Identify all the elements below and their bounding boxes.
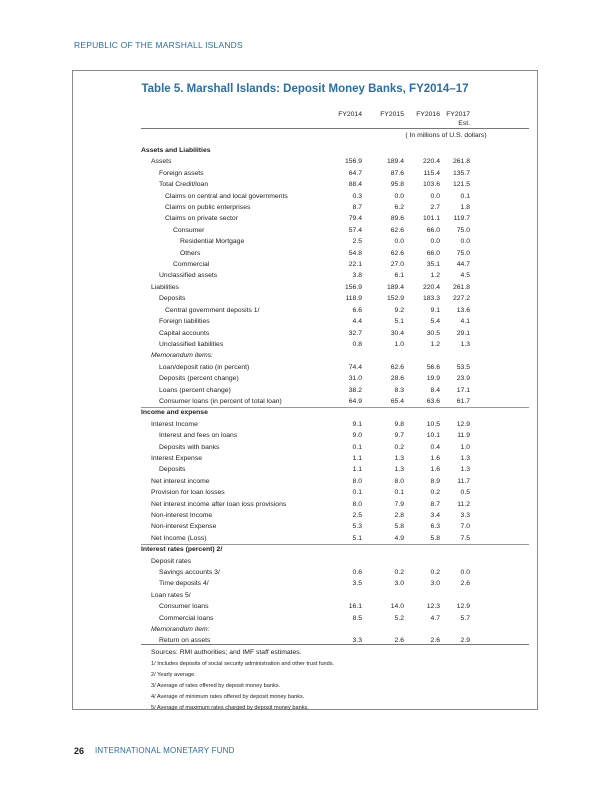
cell-fy2014: 64.7: [348, 169, 362, 177]
cell-fy2017: 1.3: [460, 340, 470, 348]
row-label: Deposits: [159, 295, 186, 303]
table-row: [73, 476, 537, 487]
table-row: [73, 601, 537, 612]
cell-fy2015: 30.4: [390, 329, 404, 337]
table-note: 1/ Includes deposits of social security administration and other trust funds.: [151, 661, 335, 667]
cell-fy2017: 11.7: [457, 477, 470, 485]
cell-fy2017: 227.2: [452, 295, 470, 303]
cell-fy2015: 2.6: [394, 637, 404, 645]
table-sources: Sources: RMI authorities; and IMF staff estimates.: [151, 649, 302, 656]
cell-fy2017: 261.8: [452, 283, 470, 291]
page-number: 26: [74, 746, 85, 756]
table-row: [73, 453, 537, 464]
cell-fy2016: 6.3: [430, 523, 440, 531]
table-row: [73, 487, 537, 498]
table-body: [73, 145, 537, 647]
table-row: [73, 236, 537, 247]
table-note: 5/ Average of maximum rates charged by deposit money banks.: [151, 705, 309, 711]
table-row: [73, 202, 537, 213]
table-notes: [151, 659, 334, 714]
row-label: Interest Expense: [151, 454, 203, 462]
cell-fy2014: 3.3: [352, 637, 362, 645]
unit-note: ( In millions of U.S. dollars): [405, 132, 487, 139]
cell-fy2017: 4.5: [460, 272, 470, 280]
cell-fy2014: 22.1: [348, 261, 362, 269]
table-row: [73, 624, 537, 635]
cell-fy2015: 189.4: [386, 283, 404, 291]
cell-fy2016: 0.0: [430, 238, 440, 246]
row-label: Consumer loans: [159, 603, 209, 611]
column-header-fy2016: FY2016: [416, 111, 440, 118]
table-row: [73, 248, 537, 259]
table-row: [73, 145, 537, 156]
table-row: [73, 590, 537, 601]
cell-fy2015: 7.9: [394, 500, 404, 508]
cell-fy2016: 220.4: [422, 158, 440, 166]
cell-fy2017: 121.5: [452, 181, 470, 189]
cell-fy2014: 0.1: [352, 443, 362, 451]
row-label: Income and expense: [141, 409, 208, 417]
cell-fy2016: 101.1: [422, 215, 440, 223]
cell-fy2015: 9.2: [394, 306, 404, 314]
cell-fy2014: 0.3: [352, 192, 362, 200]
row-label: Loan rates 5/: [151, 591, 191, 599]
cell-fy2014: 8.5: [352, 614, 362, 622]
table-row: [73, 544, 537, 555]
cell-fy2017: 0.0: [460, 569, 470, 577]
cell-fy2017: 75.0: [456, 249, 470, 257]
cell-fy2014: 8.0: [352, 500, 362, 508]
table-row: [73, 499, 537, 510]
cell-fy2015: 1.3: [394, 466, 404, 474]
row-label: Consumer loans (in percent of total loan): [159, 397, 282, 405]
cell-fy2016: 3.4: [430, 512, 440, 519]
table-row: [73, 556, 537, 567]
table-row: [73, 385, 537, 396]
cell-fy2014: 6.6: [352, 306, 362, 314]
cell-fy2016: 0.0: [430, 192, 440, 200]
row-label: Net interest income after loan loss provisions: [151, 500, 287, 508]
table-row: [73, 213, 537, 224]
row-label: Capital accounts: [159, 329, 210, 337]
cell-fy2017: 61.7: [456, 397, 470, 405]
column-header-fy2015: FY2015: [380, 111, 404, 118]
row-label: Unclassified liabilities: [159, 340, 224, 348]
cell-fy2014: 16.1: [348, 603, 362, 611]
row-label: Consumer: [173, 226, 205, 234]
cell-fy2016: 115.4: [423, 169, 440, 177]
table-row: [73, 293, 537, 304]
cell-fy2015: 62.6: [390, 249, 404, 257]
cell-fy2015: 62.6: [390, 226, 404, 234]
row-label: Deposits: [159, 466, 186, 474]
table-bottom-rule: [141, 644, 529, 645]
cell-fy2014: 1.1: [352, 466, 362, 474]
row-label: Memorandum item:: [151, 626, 210, 634]
table-row: [73, 521, 537, 532]
row-label: Foreign liabilities: [159, 318, 210, 326]
cell-fy2015: 4.9: [394, 534, 404, 542]
cell-fy2014: 118.9: [345, 295, 362, 303]
table-row: [73, 191, 537, 202]
cell-fy2017: 2.6: [460, 580, 470, 588]
table-title: Table 5. Marshall Islands: Deposit Money Banks, FY2014–17: [141, 83, 469, 95]
cell-fy2015: 6.1: [394, 272, 404, 280]
column-header-fy2017: [440, 110, 470, 128]
cell-fy2015: 5.2: [394, 614, 404, 622]
table-row: [73, 430, 537, 441]
cell-fy2017: 44.7: [456, 261, 470, 269]
cell-fy2017: 11.2: [457, 500, 470, 508]
cell-fy2017: 23.9: [456, 375, 470, 383]
table-row: [73, 259, 537, 270]
cell-fy2017: 261.8: [452, 158, 470, 166]
cell-fy2015: 1.0: [394, 340, 404, 348]
table-row: [73, 396, 537, 407]
cell-fy2017: 75.0: [456, 226, 470, 234]
table-row: [73, 156, 537, 167]
row-label: Interest and fees on loans: [159, 432, 238, 440]
cell-fy2017: 12.9: [456, 603, 470, 611]
cell-fy2017: 0.5: [460, 489, 470, 497]
cell-fy2016: 19.9: [426, 375, 440, 383]
cell-fy2015: 0.1: [394, 489, 404, 497]
table-note: 3/ Average of rates offered by deposit money banks.: [151, 683, 281, 689]
cell-fy2014: 2.5: [352, 512, 362, 519]
cell-fy2016: 2.7: [430, 204, 440, 212]
table-note: 2/ Yearly average.: [151, 672, 196, 678]
cell-fy2014: 54.8: [348, 249, 362, 257]
table-row: [73, 567, 537, 578]
table-row: [73, 613, 537, 624]
cell-fy2015: 95.8: [390, 181, 404, 189]
cell-fy2015: 89.6: [390, 215, 404, 223]
cell-fy2015: 9.8: [394, 420, 404, 428]
cell-fy2014: 9.1: [352, 420, 362, 428]
cell-fy2015: 1.3: [394, 454, 404, 462]
cell-fy2015: 8.3: [394, 386, 404, 394]
row-label: Residential Mortgage: [180, 238, 245, 246]
row-label: Central government deposits 1/: [165, 306, 260, 314]
cell-fy2014: 3.8: [352, 272, 362, 280]
cell-fy2017: 11.9: [457, 432, 470, 440]
table-row: [73, 282, 537, 293]
cell-fy2014: 0.6: [352, 569, 362, 577]
cell-fy2015: 5.8: [394, 523, 404, 531]
table-row: [73, 442, 537, 453]
cell-fy2015: 0.0: [394, 238, 404, 246]
row-label: Net interest income: [151, 477, 210, 485]
cell-fy2014: 3.5: [352, 580, 362, 588]
cell-fy2016: 5.8: [430, 534, 440, 542]
row-label: Interest rates (percent) 2/: [141, 546, 223, 554]
cell-fy2014: 2.5: [352, 238, 362, 246]
cell-fy2014: 4.4: [352, 318, 362, 326]
cell-fy2016: 10.5: [426, 420, 440, 428]
row-label: Claims on public enterprises: [165, 204, 251, 212]
row-label: Deposits with banks: [159, 443, 220, 451]
cell-fy2014: 64.9: [348, 397, 362, 405]
row-label: Provision for loan losses: [151, 489, 225, 497]
cell-fy2016: 0.4: [430, 443, 440, 451]
cell-fy2017: 2.9: [460, 637, 470, 645]
cell-fy2015: 62.6: [390, 363, 404, 371]
cell-fy2015: 14.0: [390, 603, 404, 611]
row-label: Foreign assets: [159, 169, 204, 177]
table-row: [73, 350, 537, 361]
cell-fy2016: 9.1: [430, 306, 440, 314]
cell-fy2016: 1.2: [430, 272, 440, 280]
cell-fy2017: 1.8: [460, 204, 470, 212]
row-label: Interest Income: [151, 420, 198, 428]
table-row: [73, 179, 537, 190]
cell-fy2014: 156.9: [344, 283, 362, 291]
cell-fy2014: 8.7: [352, 204, 362, 212]
cell-fy2015: 2.8: [394, 512, 404, 519]
cell-fy2017: 13.6: [456, 306, 470, 314]
table-row: [73, 328, 537, 339]
cell-fy2014: 5.1: [352, 534, 362, 542]
cell-fy2015: 0.2: [394, 443, 404, 451]
column-header-estimate-note: Est.: [458, 120, 470, 127]
column-header-fy2014: FY2014: [338, 111, 362, 118]
cell-fy2016: 66.0: [426, 249, 440, 257]
cell-fy2017: 7.5: [460, 534, 470, 542]
cell-fy2014: 31.0: [348, 375, 362, 383]
cell-fy2014: 0.8: [352, 340, 362, 348]
row-label: Assets: [151, 158, 172, 166]
cell-fy2017: 53.5: [456, 363, 470, 371]
table-row: [73, 270, 537, 281]
cell-fy2016: 0.2: [430, 569, 440, 577]
row-label: Return on assets: [159, 637, 211, 645]
cell-fy2017: 0.0: [460, 238, 470, 246]
cell-fy2016: 5.4: [430, 318, 440, 326]
row-label: Unclassified assets: [159, 272, 218, 280]
table-row: [73, 533, 537, 544]
table-row: [73, 419, 537, 430]
row-label: Commercial: [173, 261, 210, 269]
cell-fy2016: 1.6: [430, 454, 440, 462]
cell-fy2014: 32.7: [348, 329, 362, 337]
cell-fy2015: 27.0: [390, 261, 404, 269]
cell-fy2016: 0.2: [430, 489, 440, 497]
cell-fy2015: 0.0: [394, 192, 404, 200]
cell-fy2016: 8.7: [430, 500, 440, 508]
cell-fy2016: 2.6: [430, 637, 440, 645]
table-row: [73, 225, 537, 236]
cell-fy2014: 38.2: [348, 386, 362, 394]
row-label: Non-interest Expense: [151, 523, 217, 531]
cell-fy2014: 0.1: [352, 489, 362, 497]
row-label: Net Income (Loss): [151, 534, 207, 542]
cell-fy2015: 152.9: [386, 295, 404, 303]
row-label: Claims on private sector: [165, 215, 238, 223]
cell-fy2017: 5.7: [460, 614, 470, 622]
cell-fy2017: 12.9: [456, 420, 470, 428]
cell-fy2016: 56.6: [426, 363, 440, 371]
cell-fy2015: 189.4: [386, 158, 404, 166]
cell-fy2017: 1.3: [460, 454, 470, 462]
cell-fy2016: 63.6: [426, 397, 440, 405]
cell-fy2015: 87.6: [390, 169, 404, 177]
cell-fy2016: 3.0: [430, 580, 440, 588]
cell-fy2016: 66.0: [426, 226, 440, 234]
row-label: Deposits (percent change): [159, 375, 239, 383]
cell-fy2017: 135.7: [452, 169, 470, 177]
table-frame: [72, 70, 538, 710]
cell-fy2017: 119.7: [453, 215, 470, 223]
cell-fy2014: 156.9: [344, 158, 362, 166]
cell-fy2016: 220.4: [422, 283, 440, 291]
table-row: [73, 316, 537, 327]
table-note: 4/ Average of minimum rates offered by deposit money banks.: [151, 694, 305, 700]
row-label: Loan/deposit ratio (in percent): [159, 363, 250, 371]
row-label: Claims on central and local governments: [165, 192, 288, 200]
cell-fy2017: 7.0: [460, 523, 470, 531]
table-row: [73, 373, 537, 384]
cell-fy2015: 9.7: [394, 432, 404, 440]
table-row: [73, 339, 537, 350]
cell-fy2014: 9.0: [352, 432, 362, 440]
cell-fy2014: 79.4: [348, 215, 362, 223]
cell-fy2017: 1.0: [460, 443, 470, 451]
column-header-fy2017-label: FY2017: [446, 111, 470, 118]
cell-fy2015: 28.6: [390, 375, 404, 383]
cell-fy2016: 30.5: [426, 329, 440, 337]
cell-fy2014: 88.4: [348, 181, 362, 189]
cell-fy2017: 4.1: [460, 318, 470, 326]
row-label: Deposit rates: [151, 557, 192, 565]
cell-fy2017: 1.3: [460, 466, 470, 474]
footer-organization: INTERNATIONAL MONETARY FUND: [95, 746, 235, 755]
row-label: Total Credit/loan: [159, 181, 209, 189]
cell-fy2015: 6.2: [394, 204, 404, 212]
row-label: Savings accounts 3/: [159, 569, 220, 577]
running-head: REPUBLIC OF THE MARSHALL ISLANDS: [74, 40, 243, 50]
cell-fy2016: 4.7: [430, 614, 440, 622]
cell-fy2014: 74.4: [348, 363, 362, 371]
table-row: [73, 407, 537, 418]
table-row: [73, 464, 537, 475]
row-label: Loans (percent change): [159, 386, 231, 394]
cell-fy2017: 3.3: [460, 512, 470, 519]
cell-fy2015: 5.1: [394, 318, 404, 326]
row-label: Non-interest Income: [151, 512, 213, 519]
cell-fy2016: 12.3: [426, 603, 440, 611]
cell-fy2016: 103.6: [422, 181, 440, 189]
cell-fy2017: 0.1: [460, 192, 470, 200]
cell-fy2015: 8.0: [394, 477, 404, 485]
table-row: [73, 578, 537, 589]
table-row: [73, 510, 537, 521]
cell-fy2016: 8.4: [430, 386, 440, 394]
header-rule: [141, 128, 529, 129]
cell-fy2017: 29.1: [456, 329, 470, 337]
cell-fy2017: 17.1: [456, 386, 470, 394]
cell-fy2014: 8.0: [352, 477, 362, 485]
row-label: Time deposits 4/: [159, 580, 209, 588]
table-row: [73, 305, 537, 316]
row-label: Assets and Liabilities: [141, 147, 211, 154]
table-row: [73, 168, 537, 179]
cell-fy2016: 8.9: [430, 477, 440, 485]
cell-fy2016: 1.6: [430, 466, 440, 474]
cell-fy2015: 3.0: [394, 580, 404, 588]
cell-fy2014: 1.1: [352, 454, 362, 462]
row-label: Memorandum items:: [151, 352, 213, 360]
cell-fy2016: 1.2: [430, 340, 440, 348]
cell-fy2015: 65.4: [390, 397, 404, 405]
cell-fy2014: 57.4: [348, 226, 362, 234]
table-row: [73, 635, 537, 646]
cell-fy2016: 183.3: [422, 295, 440, 303]
table-row: [73, 362, 537, 373]
row-label: Liabilities: [151, 283, 179, 291]
row-label: Commercial loans: [159, 614, 214, 622]
row-label: Others: [180, 249, 201, 257]
cell-fy2014: 5.3: [352, 523, 362, 531]
cell-fy2015: 0.2: [394, 569, 404, 577]
cell-fy2016: 10.1: [426, 432, 440, 440]
cell-fy2016: 35.1: [426, 261, 440, 269]
